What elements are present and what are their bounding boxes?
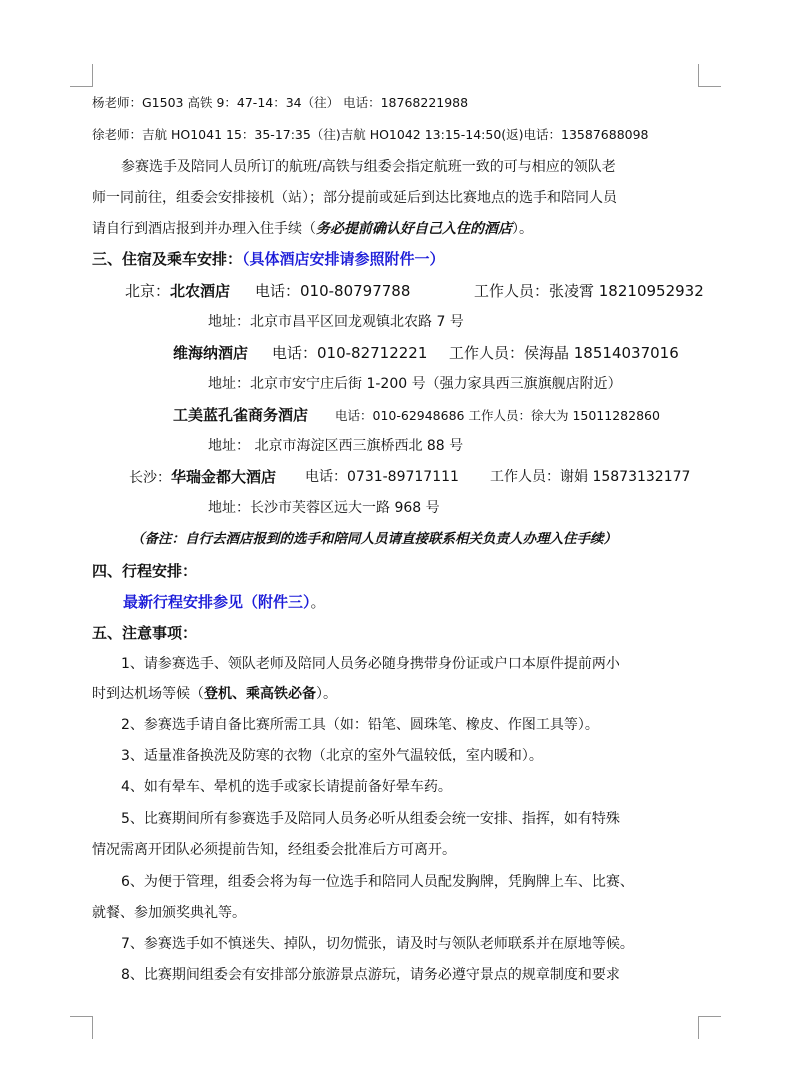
hotel-row: [125, 281, 704, 301]
paragraph-text: ）。: [316, 686, 337, 702]
notice-item: 6、为便于管理，组委会将为每一位选手和陪同人员配发胸牌，凭胸牌上车、比赛、: [121, 874, 634, 890]
paragraph-line: 参赛选手及陪同人员所订的航班/高铁与组委会指定航班一致的可与相应的领队老: [121, 159, 616, 175]
hotel-staff: 工作人员：张凌霄 18210952932: [474, 282, 704, 300]
hotel-name: 工美蓝孔雀商务酒店: [173, 406, 309, 424]
notice-item: 8、比赛期间组委会有安排部分旅游景点游玩，请务必遵守景点的规章制度和要求: [121, 967, 620, 983]
section-title: 三、住宿及乘车安排：: [92, 250, 243, 268]
hotel-address: 地址：北京市昌平区回龙观镇北农路 7 号: [208, 314, 464, 330]
hotel-phone: 电话：0731-89717111: [305, 469, 459, 485]
hotel-name: 北农酒店: [170, 282, 231, 300]
notice-item: [92, 684, 337, 704]
hotel-row: [129, 467, 691, 488]
notice-item: 就餐、参加颁奖典礼等。: [92, 905, 246, 921]
notice-item: 3、适量准备换洗及防寒的衣物（北京的室外气温较低，室内暖和）。: [121, 748, 543, 764]
schedule-link[interactable]: 最新行程安排参见（附件三）: [123, 593, 311, 611]
paragraph-line: 师一同前往，组委会安排接机（站）；部分提前或延后到达比赛地点的选手和陪同人员: [92, 190, 617, 206]
section-heading: [92, 249, 445, 269]
notice-item: 7、参赛选手如不慎迷失、掉队，切勿慌张，请及时与领队老师联系并在原地等候。: [121, 936, 634, 952]
hotel-address: 地址： 北京市海淀区西三旗桥西北 88 号: [208, 438, 464, 454]
emphasis-text: 务必提前确认好自己入住的酒店: [316, 221, 512, 237]
section-title: 四、行程安排：: [92, 562, 198, 580]
notice-item: 5、比赛期间所有参赛选手及陪同人员务必听从组委会统一安排、指挥，如有特殊: [121, 811, 620, 827]
hotel-staff: 工作人员：侯海晶 18514037016: [449, 344, 679, 362]
notice-item: 情况需离开团队必须提前告知，经组委会批准后方可离开。: [92, 842, 456, 858]
page-corner-mark: [70, 1016, 93, 1039]
teacher-yang-line: 杨老师：G1503 高铁 9：47-14：34（往） 电话：18768221988: [92, 95, 469, 110]
hotel-address: 地址：长沙市芙蓉区远大一路 968 号: [208, 500, 440, 516]
hotel-staff: 工作人员：谢娟 15873132177: [490, 469, 691, 485]
schedule-line: [123, 592, 326, 612]
page-corner-mark: [70, 64, 93, 87]
paragraph-text: 。: [310, 593, 326, 611]
hotel-remark: （备注：自行去酒店报到的选手和陪同人员请直接联系相关负责人办理入住手续）: [131, 531, 617, 547]
hotel-row: [173, 405, 660, 426]
city-label: 长沙：: [129, 470, 171, 486]
hotel-row: [173, 343, 679, 363]
emphasis-text: 登机、乘高铁必备: [204, 686, 316, 702]
hotel-name: 华瑞金都大酒店: [171, 468, 277, 486]
city-label: 北京：: [125, 282, 171, 300]
section-title: 五、注意事项：: [92, 624, 198, 642]
paragraph-line: [92, 219, 533, 239]
notice-item: 4、如有晕车、晕机的选手或家长请提前备好晕车药。: [121, 779, 452, 795]
hotel-address: 地址：北京市安宁庄后街 1-200 号（强力家具西三旗旗舰店附近）: [208, 376, 622, 392]
page-corner-mark: [698, 64, 721, 87]
paragraph-text: 请自行到酒店报到并办理入住手续（: [92, 221, 316, 237]
teacher-xu-line: 徐老师：吉航 HO1041 15：35-17:35（往)吉航 HO1042 13:15-14:50(返)电话：13587688098: [92, 127, 649, 142]
hotel-phone: 电话：010-80797788: [255, 282, 411, 300]
page-corner-mark: [698, 1016, 721, 1039]
notice-item: 2、参赛选手请自备比赛所需工具（如：铅笔、圆珠笔、橡皮、作图工具等）。: [121, 717, 599, 733]
hotel-phone: 电话：010-82712221: [272, 344, 428, 362]
notice-item: 1、请参赛选手、领队老师及陪同人员务必随身携带身份证或户口本原件提前两小: [121, 656, 620, 672]
paragraph-text: 时到达机场等候（: [92, 686, 204, 702]
paragraph-text: ）。: [512, 221, 533, 237]
section-note: （具体酒店安排请参照附件一）: [242, 250, 445, 268]
hotel-name: 维海纳酒店: [173, 344, 249, 362]
hotel-contact: 电话：010-62948686 工作人员：徐大为 15011282860: [335, 408, 660, 423]
